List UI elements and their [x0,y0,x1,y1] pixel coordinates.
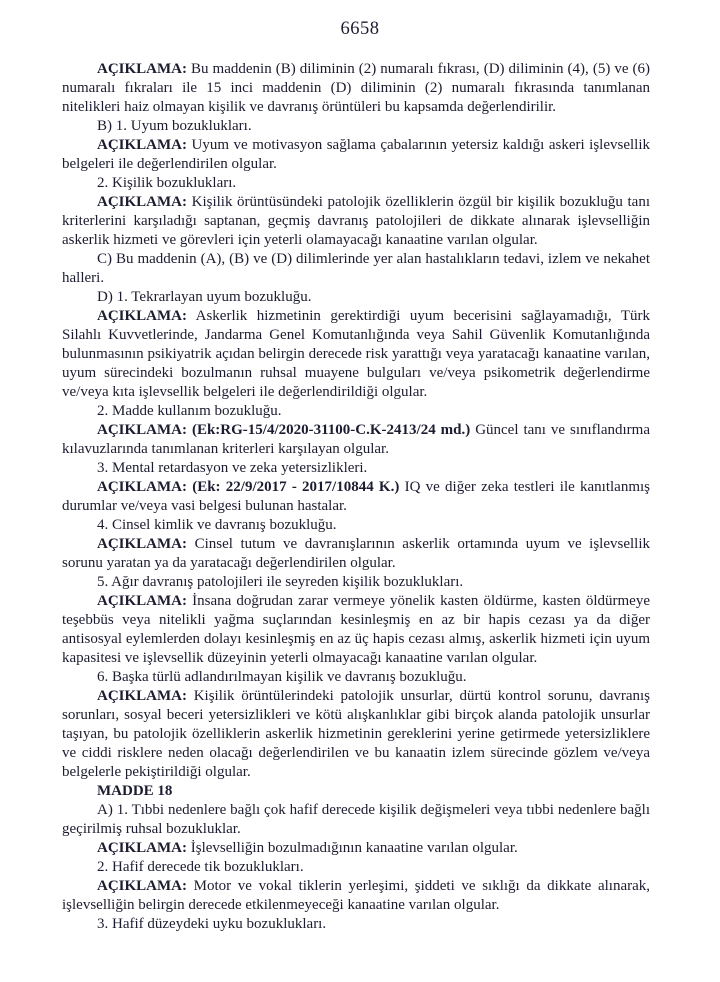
paragraph [62,421,650,459]
paragraph-lead: AÇIKLAMA: (Ek: 22/9/2017 - 2017/10844 K.) [97,479,400,495]
paragraph-text: Güncel tanı ve sınıflandırma kılavuzlarında tanımlanan kriterleri karşılayan olgular. [62,422,650,457]
paragraph-text: 5. Ağır davranış patolojileri ile seyreden kişilik bozuklukları. [97,574,464,590]
paragraph-lead: AÇIKLAMA: [97,593,187,609]
paragraph-text: IQ ve diğer zeka testleri ile kanıtlanmış durumlar ve/veya vasi belgesi bulunan hastalar. [62,479,651,514]
paragraph-text: Askerlik hizmetinin gerektirdiği uyum becerisini sağlayamadığı, Türk Silahlı Kuvvetlerinde, Jandarma Genel Komutanlığında veya Sahil Güvenlik Komutanlığında bulunmasının psikiyatrik açıdan belirgin derecede risk yarattığı veya yaratacağı kanaatine varılan, uyum sürecindeki bozulmanın ruhsal muayene bulguları ve/veya psikometrik değerlendirme ve/veya kıta işlevsellik belgeleri ile değerlendirildiği olgular. [62,308,650,400]
paragraph-lead: AÇIKLAMA: [97,137,187,153]
paragraph-text: D) 1. Tekrarlayan uyum bozukluğu. [97,289,312,305]
paragraph [62,117,650,136]
paragraph [62,877,650,915]
paragraph-text: 4. Cinsel kimlik ve davranış bozukluğu. [97,517,337,533]
paragraph-text: Motor ve vokal tiklerin yerleşimi, şiddeti ve sıklığı da dikkate alınarak, işlevselliğin belirgin derecede etkilenmeyeceği kanaatine varılan olgular. [62,878,651,913]
paragraph-text: 2. Kişilik bozuklukları. [97,175,237,191]
paragraph-lead: AÇIKLAMA: [97,61,187,77]
paragraph-text: 3. Hafif düzeydeki uyku bozuklukları. [97,916,327,932]
paragraph [62,915,650,934]
paragraph [62,668,650,687]
paragraph-text: Bu maddenin (B) diliminin (2) numaralı fıkrası, (D) diliminin (4), (5) ve (6) numaralı fıkraları ile 15 inci maddenin (D) diliminin (2) numaralı fıkrasında tanımlanan nitelikleri haiz olmayan kişilik ve davranış örüntüleri bu kapsamda değerlendirilir. [62,61,650,115]
paragraph [62,250,650,288]
paragraph [62,801,650,839]
paragraph-text: Cinsel tutum ve davranışlarının askerlik ortamında uyum ve işlevsellik sorunu yaratan ya da yaratacağı değerlendirilen olgular. [62,536,651,571]
paragraph-text: Uyum ve motivasyon sağlama çabalarının yetersiz kaldığı askeri işlevsellik belgeleri ile değerlendirilen olgular. [62,137,650,172]
paragraph [62,174,650,193]
paragraph-text: C) Bu maddenin (A), (B) ve (D) dilimlerinde yer alan hastalıkların tedavi, izlem ve nekahet halleri. [62,251,650,286]
paragraph [62,782,650,801]
paragraph-text: 2. Hafif derecede tik bozuklukları. [97,859,304,875]
paragraph-text: B) 1. Uyum bozuklukları. [97,118,252,134]
paragraph [62,136,650,174]
page-number: 6658 [340,19,380,39]
paragraph-lead: AÇIKLAMA: [97,840,187,856]
paragraph [62,535,650,573]
paragraph-text: A) 1. Tıbbi nedenlere bağlı çok hafif derecede kişilik değişmeleri veya tıbbi nedenlere bağlı geçirilmiş ruhsal bozukluklar. [62,802,650,837]
paragraph-lead: AÇIKLAMA: (Ek:RG-15/4/2020-31100-C.K-2413/24 md.) [97,422,471,438]
paragraph-text: İşlevselliğin bozulmadığının kanaatine varılan olgular. [190,840,518,856]
paragraph-lead: AÇIKLAMA: [97,194,187,210]
paragraph [62,592,650,668]
paragraph-lead: AÇIKLAMA: [97,878,187,894]
paragraph [62,573,650,592]
paragraph [62,459,650,478]
paragraph [62,839,650,858]
paragraph-lead: MADDE 18 [97,783,173,799]
paragraph-text: 2. Madde kullanım bozukluğu. [97,403,282,419]
paragraph [62,687,650,782]
paragraph [62,193,650,250]
paragraph-lead: AÇIKLAMA: [97,536,187,552]
document-body [62,60,650,934]
paragraph-text: Kişilik örüntülerindeki patolojik unsurlar, dürtü kontrol sorunu, davranış sorunları, sosyal beceri yetersizlikleri ve kötü alışkanlıklar gibi birçok alanda patolojik unsurlar taşıyan, bu patolojik özelliklerin askerlik hizmetinin gereklerini yerine getirmede yetersizliklere ve ciddi risklere neden olacağı değerlendirilen ve bu kanaatin izlem sürecinde gözlem ve/veya belgelerle pekiştirildiği olgular. [62,688,651,780]
paragraph [62,307,650,402]
paragraph [62,402,650,421]
paragraph-text: 6. Başka türlü adlandırılmayan kişilik ve davranış bozukluğu. [97,669,467,685]
paragraph [62,60,650,117]
paragraph-lead: AÇIKLAMA: [97,688,187,704]
paragraph-text: İnsana doğrudan zarar vermeye yönelik kasten öldürme, kasten öldürmeye teşebbüs veya nitelikli yağma suçlarından kesinleşmiş en az bir hapis cezası ya da diğer antisosyal eylemlerden dolayı kesinleşmiş en az üç hapis cezası almış, askerlik hizmeti için uyum kapasitesi ve işlevsellik düzeyinin yeterli olmayacağı kanaatine varılan olgular. [62,593,650,666]
paragraph-text: 3. Mental retardasyon ve zeka yetersizlikleri. [97,460,368,476]
paragraph [62,516,650,535]
paragraph [62,478,650,516]
paragraph-lead: AÇIKLAMA: [97,308,187,324]
paragraph [62,858,650,877]
paragraph-text: Kişilik örüntüsündeki patolojik özelliklerin özgül bir kişilik bozukluğu tanı kriterlerini karşıladığı saptanan, geçmiş davranış patolojileri de dikkate alınarak işlevselliğin askerlik hizmeti ve görevleri için yeterli olamayacağı kanaatine varılan olgular. [62,194,650,248]
paragraph [62,288,650,307]
